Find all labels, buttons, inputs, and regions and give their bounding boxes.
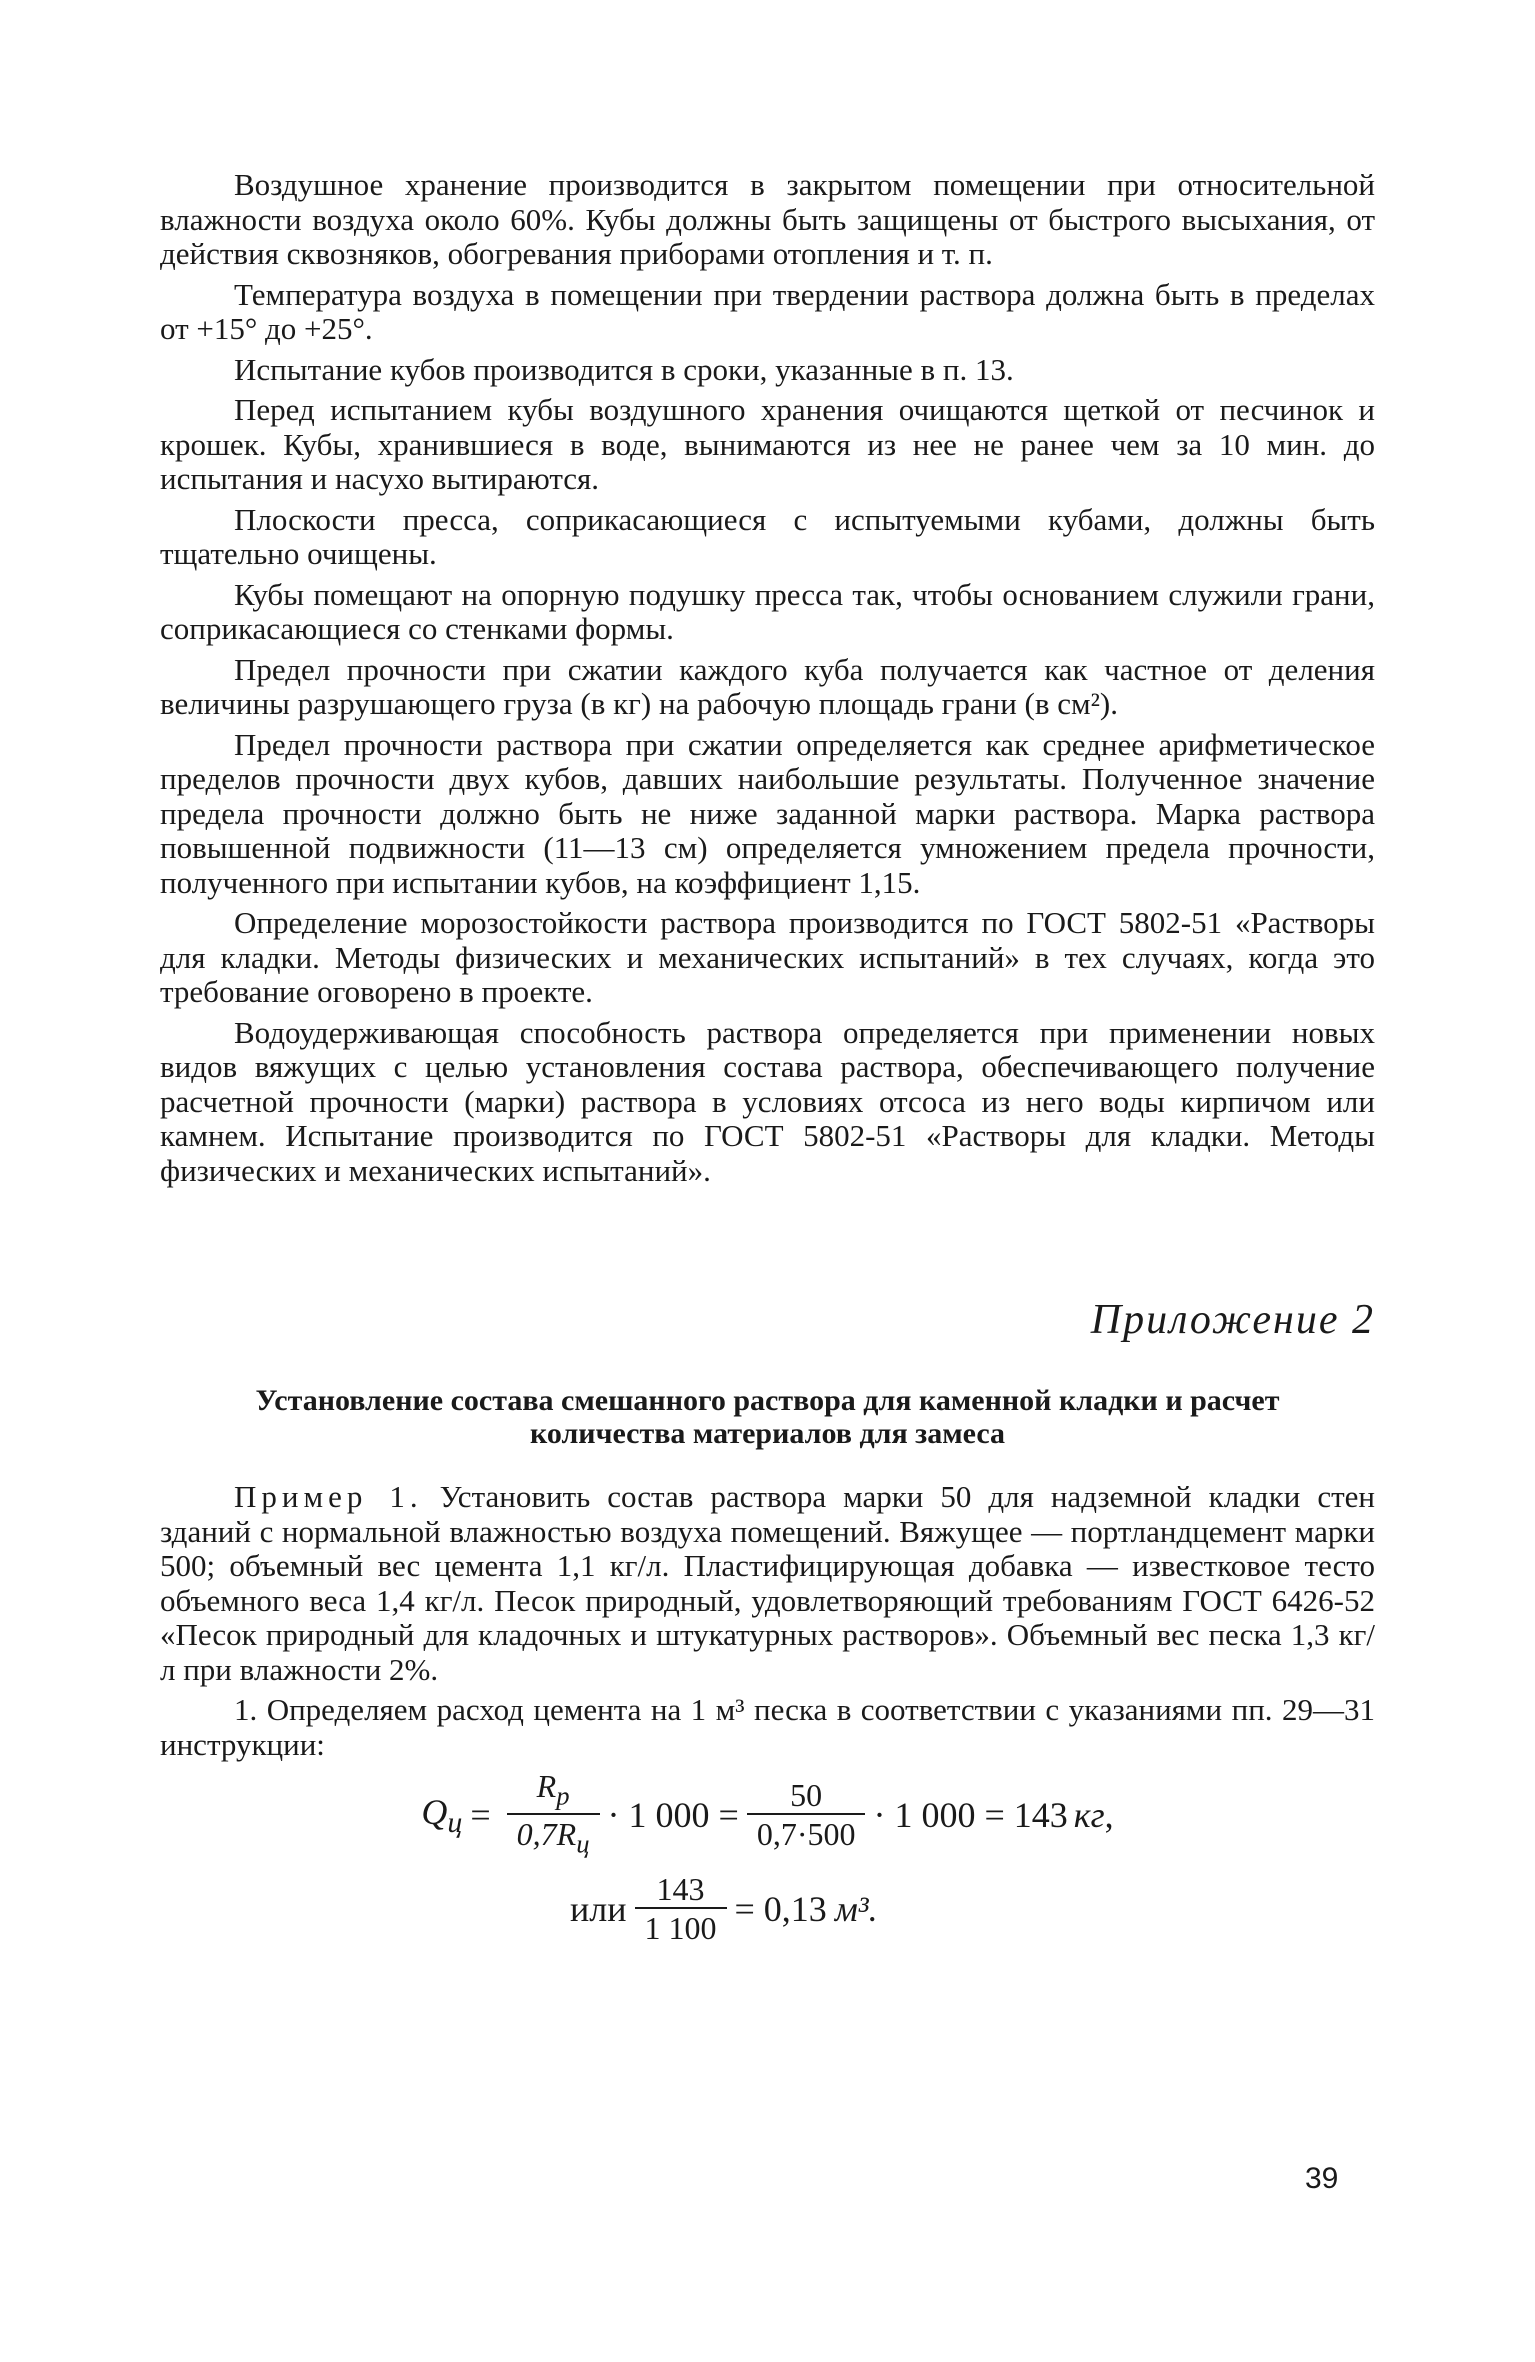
paragraph: Кубы помещают на опорную подушку пресса так, чтобы основанием служили грани, соприкасающиеся со стенками формы. [160, 576, 1375, 646]
fraction-50-over-350 [747, 1777, 866, 1853]
fraction-143-over-1100 [635, 1871, 727, 1947]
step-paragraph: 1. Определяем расход цемента на 1 м³ песка в соответствии с указаниями пп. 29—31 инструкции: [160, 1692, 1375, 1762]
fraction-numerator: $R_р$ [536, 1768, 570, 1811]
paragraph: Плоскости пресса, соприкасающиеся с испытуемыми кубами, должны быть тщательно очищены. [160, 501, 1375, 571]
formula-lhs: $Q_ц$ [421, 1791, 463, 1839]
example-paragraph [160, 1480, 1375, 1687]
paragraph: Предел прочности раствора при сжатии определяется как среднее арифметическое пределов прочности двух кубов, давших наибольшие результаты. Полученное значение предела прочности должно быть не ниже заданной марки раствора. Марка раствора повышенной подвижности (11—13 см) определяется умножением предела прочности, полученного при испытании кубов, на коэффициент 1,15. [160, 726, 1375, 900]
page-body [160, 168, 1375, 1947]
page-number: 39 [1305, 2162, 1339, 2195]
formula-prefix: или [570, 1888, 627, 1929]
section-title: Установление состава смешанного раствора для каменной кладки и расчет количества материалов для замеса [255, 1384, 1280, 1450]
paragraph: Испытание кубов производится в сроки, указанные в п. 13. [234, 351, 1014, 387]
fraction-denominator: 1 100 [635, 1907, 727, 1947]
formula-tail: , [1104, 1795, 1114, 1836]
formula-result: = 0,13 [734, 1888, 827, 1929]
fraction-rp-over-rc [507, 1768, 600, 1863]
formula-cement [160, 1768, 1375, 1863]
paragraph: Водоудерживающая способность раствора определяется при применении новых видов вяжущих с целью установления состава раствора, обеспечивающего получение расчетной прочности (марки) раствора в условиях отсоса из него воды кирпичом или камнем. Испытание производится по ГОСТ 5802-51 «Растворы для кладки. Методы физических и механических испытаний». [160, 1014, 1375, 1188]
example-text: Установить состав раствора марки 50 для надземной кладки стен зданий с нормальной влажностью воздуха помещений. Вяжущее — портландцемент марки 500; объемный вес цемента 1,1 кг/л. Пластифицирующая добавка — известковое тесто объемного веса 1,4 кг/л. Песок природный, удовлетворяющий требованиям ГОСТ 6426-52 «Песок природный для кладочных и штукатурных растворов». Объемный вес песка 1,3 кг/л при влажности 2%. [160, 1479, 1375, 1687]
appendix-label: Приложение 2 [1090, 1297, 1375, 1343]
paragraph: Воздушное хранение производится в закрытом помещении при относительной влажности воздуха около 60%. Кубы должны быть защищены от быстрого высыхания, от действия сквозняков, обогревания приборами отопления и т. п. [160, 167, 1375, 271]
paragraph: Предел прочности при сжатии каждого куба получается как частное от деления величины разрушающего груза (в кг) на рабочую площадь грани (в см²). [160, 651, 1375, 721]
formula-result: · 1 000 = 143 [873, 1795, 1068, 1836]
formula-eq: = [470, 1795, 491, 1836]
formula-unit: кг [1073, 1795, 1105, 1836]
fraction-numerator: 143 [656, 1870, 705, 1907]
fraction-numerator: 50 [790, 1777, 823, 1814]
fraction-denominator: $0,7R_ц$ [507, 1813, 600, 1862]
fraction-denominator: 0,7·500 [747, 1813, 866, 1853]
paragraph: Температура воздуха в помещении при твердении раствора должна быть в пределах от +15° до +25°. [160, 276, 1375, 346]
example-section [160, 1480, 1375, 1762]
paragraph-list [160, 168, 1375, 1188]
formula-multiplier: · 1 000 = [607, 1795, 739, 1836]
paragraph: Перед испытанием кубы воздушного хранения очищаются щеткой от песчинок и крошек. Кубы, хранившиеся в воде, вынимаются из нее не ранее чем за 10 мин. до испытания и насухо вытираются. [160, 392, 1375, 496]
paragraph: Определение морозостойкости раствора производится по ГОСТ 5802-51 «Растворы для кладки. Методы физических и механических испытаний» в тех случаях, когда это требование оговорено в проекте. [160, 905, 1375, 1009]
formula-volume [410, 1871, 1375, 1947]
formula-unit: м³. [834, 1888, 878, 1929]
example-lead: Пример 1. [234, 1479, 423, 1514]
